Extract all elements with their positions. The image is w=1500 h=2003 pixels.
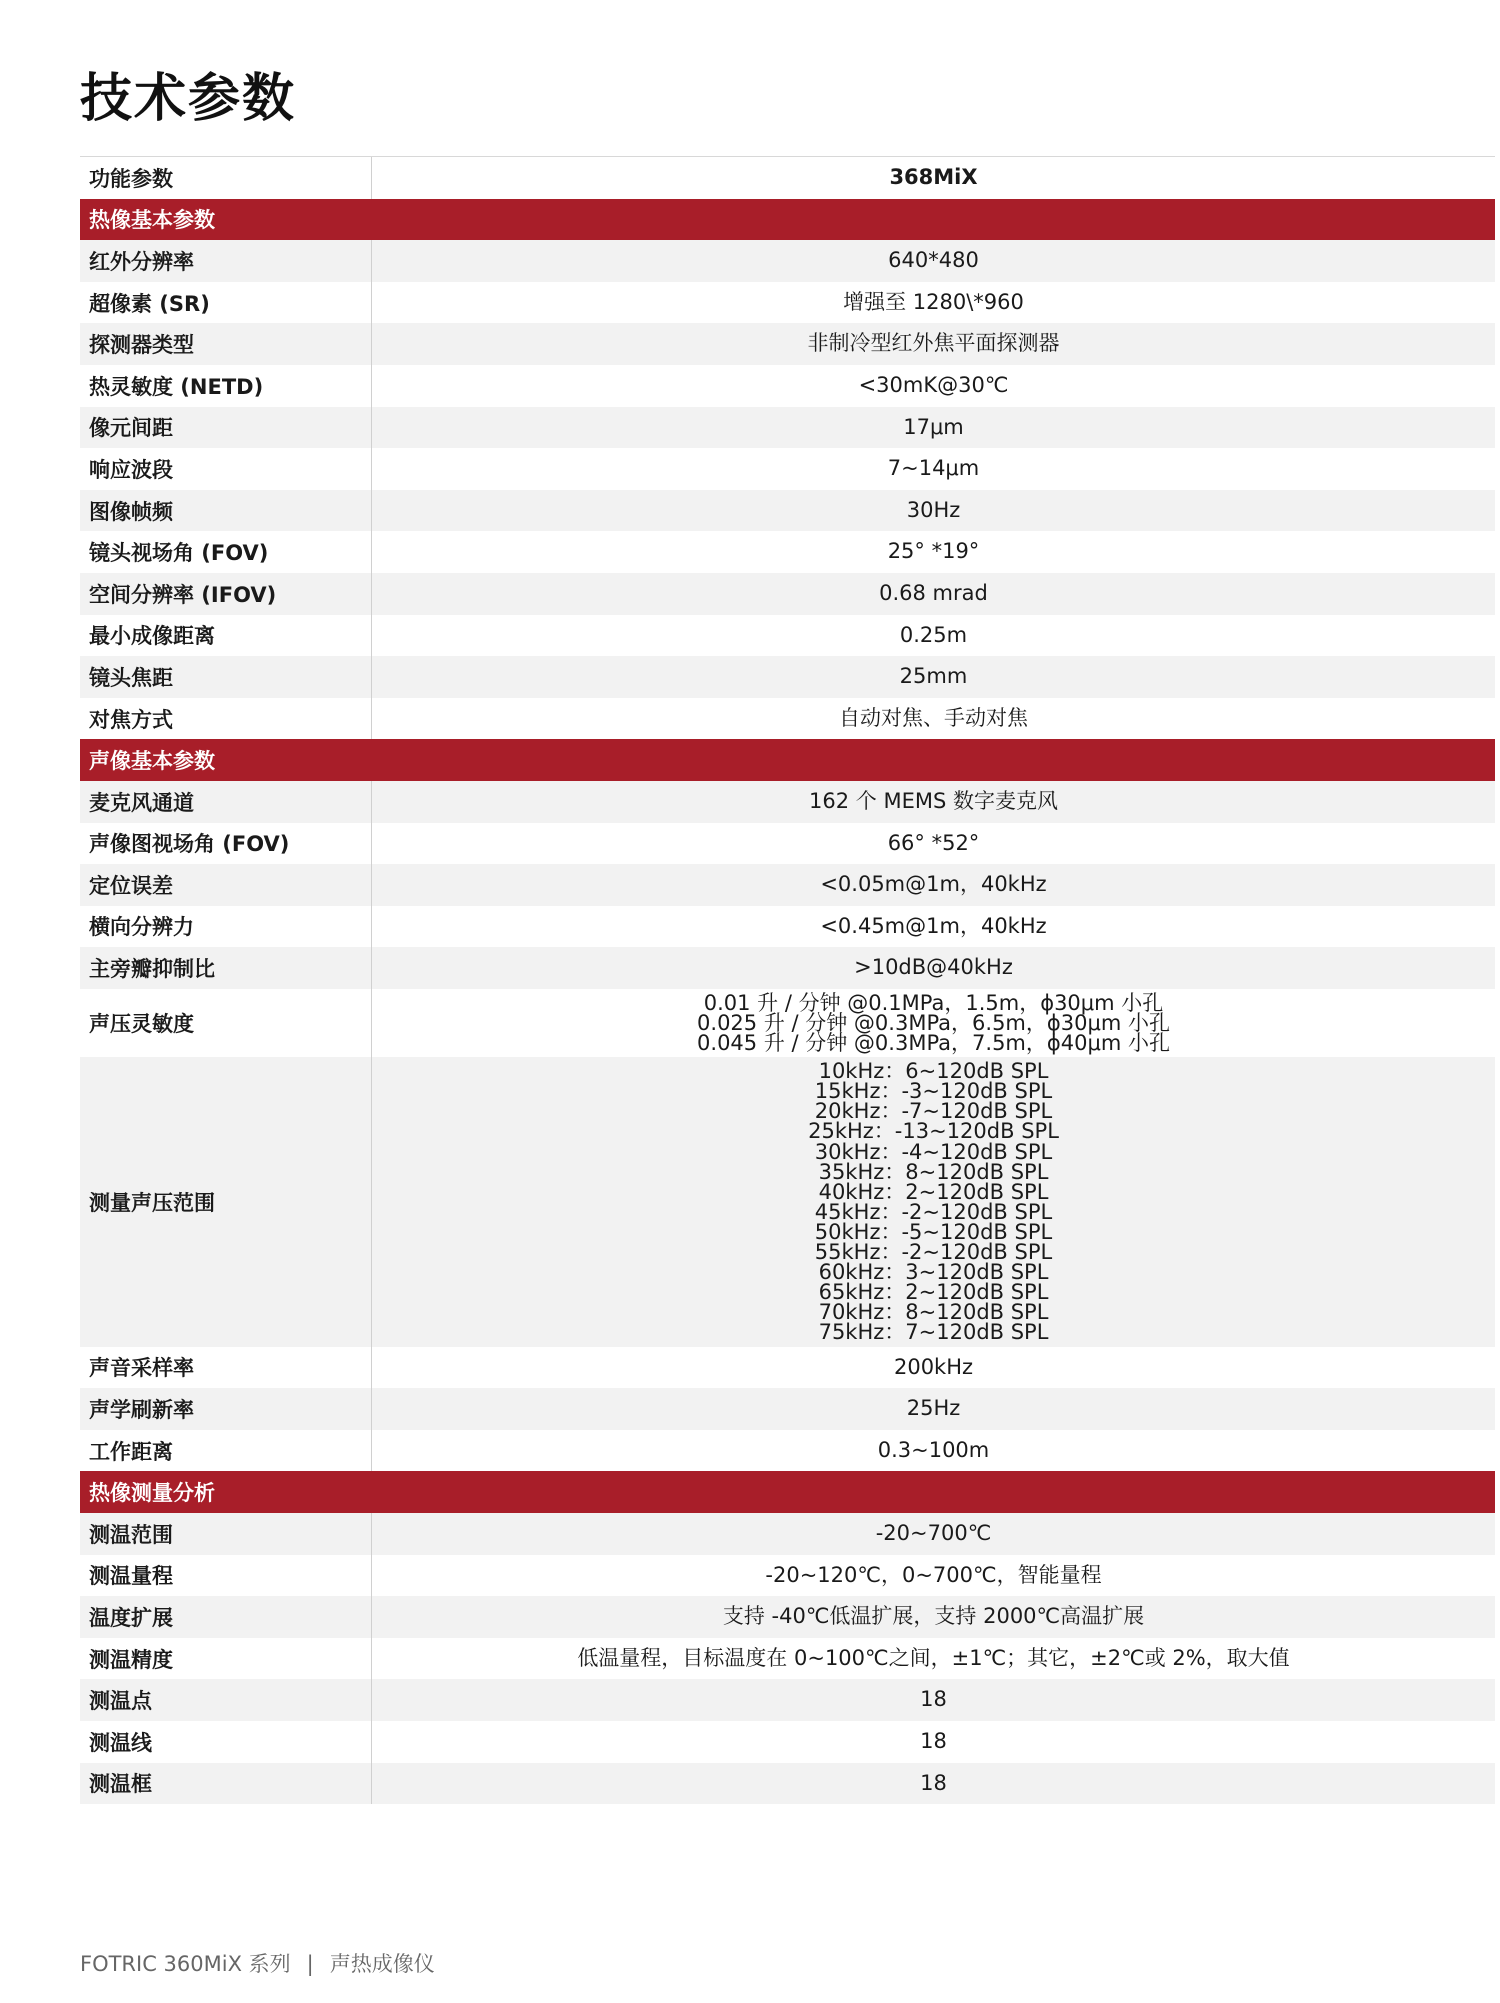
- param-value: [372, 323, 1495, 365]
- param-value: [372, 906, 1495, 948]
- param-value: [372, 365, 1495, 407]
- page-title: 技术参数: [80, 69, 297, 129]
- param-value: [372, 531, 1495, 573]
- table-row: [80, 989, 1495, 1057]
- param-label: 热灵敏度 (NETD): [80, 365, 372, 407]
- param-label: 定位误差: [80, 864, 372, 906]
- param-value: [372, 1638, 1495, 1680]
- param-value: [372, 1763, 1495, 1805]
- param-value-line: 25Hz: [906, 1396, 961, 1421]
- table-row: [80, 823, 1495, 865]
- param-label: 温度扩展: [80, 1596, 372, 1638]
- param-value-line: 10kHz：6~120dB SPL: [818, 1059, 1049, 1084]
- param-value-line: 0.68 mrad: [879, 580, 988, 605]
- param-value-line: 15kHz：-3~120dB SPL: [814, 1079, 1053, 1104]
- param-label: 测量声压范围: [80, 1057, 372, 1346]
- param-value-line: 30kHz：-4~120dB SPL: [814, 1139, 1053, 1164]
- table-row: [80, 490, 1495, 532]
- param-value-line: 50kHz：-5~120dB SPL: [814, 1219, 1053, 1244]
- param-label: 声像图视场角 (FOV): [80, 823, 372, 865]
- param-value-line: 0.045 升 / 分钟 @0.3MPa，7.5m，ϕ40μm 小孔: [697, 1031, 1170, 1056]
- param-label: 声压灵敏度: [80, 989, 372, 1057]
- param-label: 响应波段: [80, 448, 372, 490]
- param-value: [372, 448, 1495, 490]
- header-label: 功能参数: [80, 157, 372, 199]
- table-header-row: [80, 157, 1495, 199]
- param-label: 测温线: [80, 1721, 372, 1763]
- param-value: [372, 864, 1495, 906]
- section-header-row: [80, 199, 1495, 241]
- table-row: [80, 1679, 1495, 1721]
- section-header-row: [80, 739, 1495, 781]
- param-value-line: <0.05m@1m，40kHz: [820, 872, 1047, 897]
- param-value: [372, 1555, 1495, 1597]
- param-label: 空间分辨率 (IFOV): [80, 573, 372, 615]
- section-title: 热像测量分析: [89, 1481, 215, 1506]
- param-value: [372, 407, 1495, 449]
- param-label: 测温量程: [80, 1555, 372, 1597]
- table-row: [80, 448, 1495, 490]
- param-value: [372, 989, 1495, 1057]
- param-value-line: 65kHz：2~120dB SPL: [818, 1280, 1049, 1305]
- param-value-line: 70kHz：8~120dB SPL: [818, 1300, 1049, 1325]
- param-value-line: -20~120℃，0~700℃，智能量程: [765, 1562, 1102, 1587]
- table-row: [80, 906, 1495, 948]
- param-label: 红外分辨率: [80, 240, 372, 282]
- param-label: 对焦方式: [80, 698, 372, 740]
- param-label: 测温精度: [80, 1638, 372, 1680]
- footer-category: 声热成像仪: [329, 1952, 435, 1976]
- table-row: [80, 240, 1495, 282]
- table-row: [80, 864, 1495, 906]
- param-value: [372, 240, 1495, 282]
- param-value: [372, 1596, 1495, 1638]
- param-value-line: 25kHz：-13~120dB SPL: [808, 1119, 1059, 1144]
- param-value-line: 17μm: [903, 414, 964, 439]
- param-label: 超像素 (SR): [80, 282, 372, 324]
- param-value-line: >10dB@40kHz: [854, 955, 1013, 980]
- param-label: 探测器类型: [80, 323, 372, 365]
- param-value-line: 0.01 升 / 分钟 @0.1MPa，1.5m，ϕ30μm 小孔: [703, 990, 1164, 1015]
- table-row: [80, 1596, 1495, 1638]
- param-label: 麦克风通道: [80, 781, 372, 823]
- param-value-line: 200kHz: [893, 1354, 974, 1379]
- table-row: [80, 323, 1495, 365]
- table-row: [80, 407, 1495, 449]
- param-value-line: -20~700℃: [875, 1520, 992, 1545]
- param-value-line: <30mK@30℃: [858, 372, 1009, 397]
- param-value-line: 60kHz：3~120dB SPL: [818, 1260, 1049, 1285]
- param-value: [372, 1430, 1495, 1472]
- table-row: [80, 365, 1495, 407]
- table-row: [80, 1555, 1495, 1597]
- param-label: 镜头视场角 (FOV): [80, 531, 372, 573]
- param-value-line: 18: [920, 1728, 947, 1753]
- param-value: [372, 1721, 1495, 1763]
- param-value: [372, 1679, 1495, 1721]
- footer-product: FOTRIC 360MiX 系列: [80, 1952, 291, 1976]
- param-value: [372, 615, 1495, 657]
- section-title: 热像基本参数: [89, 208, 215, 233]
- table-row: [80, 531, 1495, 573]
- spec-table: [80, 156, 1495, 1804]
- param-label: 主旁瓣抑制比: [80, 947, 372, 989]
- param-value-line: 35kHz：8~120dB SPL: [818, 1159, 1049, 1184]
- param-value-line: 640*480: [888, 248, 979, 273]
- param-value: [372, 1057, 1495, 1346]
- param-label: 像元间距: [80, 407, 372, 449]
- table-row: [80, 1763, 1495, 1805]
- table-row: [80, 947, 1495, 989]
- param-value-line: 66° *52°: [887, 830, 980, 855]
- param-label: 声音采样率: [80, 1347, 372, 1389]
- param-value-line: 支持 -40℃低温扩展，支持 2000℃高温扩展: [722, 1604, 1145, 1629]
- table-row: [80, 282, 1495, 324]
- param-value-line: 20kHz：-7~120dB SPL: [814, 1099, 1053, 1124]
- param-value: [372, 698, 1495, 740]
- table-row: [80, 615, 1495, 657]
- param-label: 图像帧频: [80, 490, 372, 532]
- param-value: [372, 282, 1495, 324]
- table-row: [80, 1513, 1495, 1555]
- param-value-line: 18: [920, 1770, 947, 1795]
- table-row: [80, 1347, 1495, 1389]
- header-model: 368MiX: [889, 165, 978, 189]
- table-row: [80, 1388, 1495, 1430]
- table-row: [80, 1721, 1495, 1763]
- param-value-line: 7~14μm: [887, 456, 980, 481]
- footer-separator: |: [306, 1952, 314, 1976]
- param-label: 测温点: [80, 1679, 372, 1721]
- param-value: [372, 656, 1495, 698]
- param-value-line: 自动对焦、手动对焦: [839, 705, 1028, 730]
- section-title: 声像基本参数: [89, 749, 215, 774]
- param-value-line: 40kHz：2~120dB SPL: [818, 1179, 1049, 1204]
- table-row: [80, 573, 1495, 615]
- param-value-line: 非制冷型红外焦平面探测器: [807, 331, 1060, 356]
- param-value-line: 0.025 升 / 分钟 @0.3MPa，6.5m，ϕ30μm 小孔: [697, 1010, 1170, 1035]
- param-label: 镜头焦距: [80, 656, 372, 698]
- param-value-line: 25° *19°: [887, 539, 980, 564]
- table-row: [80, 1430, 1495, 1472]
- param-value-line: 162 个 MEMS 数字麦克风: [809, 788, 1058, 813]
- param-value-line: 0.25m: [899, 622, 968, 647]
- param-value-line: 0.3~100m: [877, 1437, 990, 1462]
- param-value: [372, 947, 1495, 989]
- section-header-row: [80, 1471, 1495, 1513]
- table-row: [80, 656, 1495, 698]
- table-row: [80, 781, 1495, 823]
- param-label: 测温框: [80, 1763, 372, 1805]
- param-value-line: 18: [920, 1687, 947, 1712]
- param-value: [372, 573, 1495, 615]
- param-value: [372, 1513, 1495, 1555]
- param-value: [372, 1388, 1495, 1430]
- param-value-line: 45kHz：-2~120dB SPL: [814, 1199, 1053, 1224]
- param-value-line: 55kHz：-2~120dB SPL: [814, 1240, 1053, 1265]
- table-row: [80, 698, 1495, 740]
- param-value: [372, 490, 1495, 532]
- param-value: [372, 781, 1495, 823]
- param-label: 最小成像距离: [80, 615, 372, 657]
- table-row: [80, 1057, 1495, 1346]
- param-value-line: 30Hz: [906, 497, 961, 522]
- param-value-line: 增强至 1280\*960: [843, 289, 1024, 314]
- param-label: 测温范围: [80, 1513, 372, 1555]
- param-label: 声学刷新率: [80, 1388, 372, 1430]
- table-row: [80, 1638, 1495, 1680]
- param-value-line: 75kHz：7~120dB SPL: [818, 1320, 1049, 1345]
- param-label: 横向分辨力: [80, 906, 372, 948]
- page-footer: [80, 1948, 435, 1978]
- param-value-line: <0.45m@1m，40kHz: [820, 913, 1047, 938]
- param-label: 工作距离: [80, 1430, 372, 1472]
- param-value: [372, 823, 1495, 865]
- param-value: [372, 1347, 1495, 1389]
- param-value-line: 25mm: [899, 664, 968, 689]
- param-value-line: 低温量程，目标温度在 0~100℃之间，±1℃；其它，±2℃或 2%，取大值: [577, 1645, 1290, 1670]
